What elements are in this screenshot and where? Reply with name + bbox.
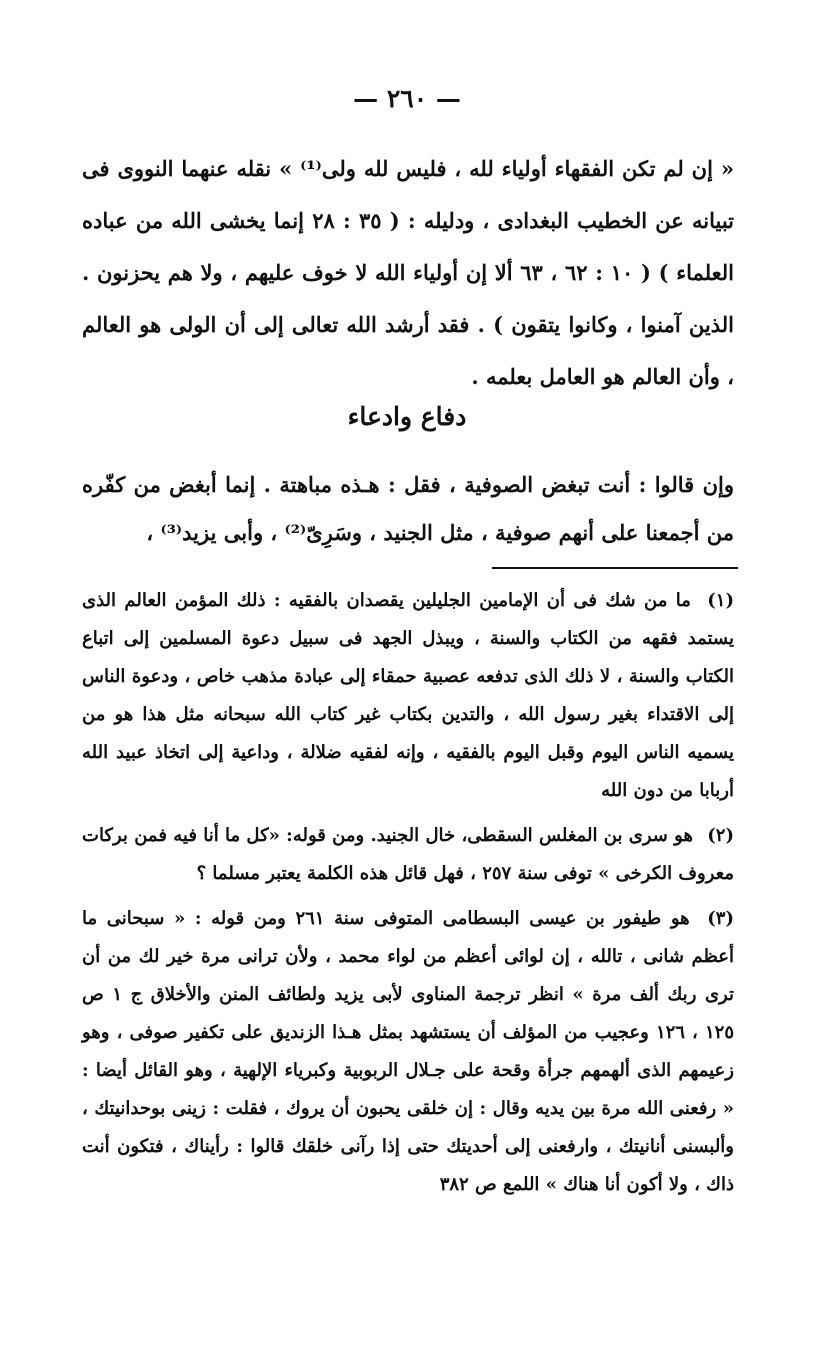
main-paragraph: « إن لم تكن الفقهاء أولياء لله ، فليس لله ولى⁽¹⁾ » نقله عنهما النووى فى تبيانه عن الخطيب البغدادى ، ودليله : ( ٣٥ : ٢٨ إنما يخشى الله من عباده العلماء ) ( ١٠ : ٦٢ ، ٦٣ ألا إن أولياء الله لا خوف عليهم ، ولا هم يحزنون . الذين آمنوا ، وكانوا يتقون ) . فقد أرشد الله تعالى إلى أن الولى هو العالم ، وأن العالم هو العامل بعلمه . — [82, 156, 735, 389]
footnotes — [82, 582, 734, 1211]
page-number: — ٢٦٠ — — [353, 84, 461, 113]
footnote-number-2: (٢) — [707, 825, 734, 846]
section-paragraph: وإن قالوا : أنت تبغض الصوفية ، فقل : هـذه مباهتة . إنما أبغض من كفّره من أجمعنا على أنهم صوفية ، مثل الجنيد ، وسَرِىّ⁽²⁾ ، وأبى يزيد⁽³⁾ ، — [82, 472, 734, 545]
footnote-1 — [82, 582, 734, 810]
footnote-text-1: ما من شك فى أن الإمامين الجليلين يقصدان بالفقيه : ذلك المؤمن العالم الذى يستمد فقهه من الكتاب والسنة ، ويبذل الجهد فى سبيل دعوة المسلمين إلى اتباع الكتاب والسنة ، لا ذلك الذى تدفعه عصبية حمقاء إلى عبادة مذهب خاص ، ودعوة الناس إلى الاقتداء بغير رسول الله ، والتدين بكتاب غير كتاب الله سبحانه مثل هذا هو من يسميه الناس اليوم وقبل اليوم بالفقيه ، وإنه لفقيه ضلالة ، وداعية إلى اتخاذ عبيد الله أربابا من دون الله — [82, 590, 734, 801]
footnote-text-3: هو طيفور بن عيسى البسطامى المتوفى سنة ٢٦١ ومن قوله : « سبحانى ما أعظم شانى ، تالله ، إن لوائى أعظم من لواء محمد ، ولأن ترانى مرة خير لك من أن ترى ربك ألف مرة » انظر ترجمة المناوى لأبى يزيد ولطائف المنن والأخلاق ج ١ ص ١٢٥ ، ١٢٦ وعجيب من المؤلف أن يستشهد بمثل هـذا الزنديق على تكفير صوفى ، وهو زعيمهم الذى ألهمهم جرأة وقحة على جـلال الربوبية وكبرياء الإلهية ، وهو القائل أيضا : « رفعنى الله مرة بين يديه وقال : إن خلقى يحبون أن يروك ، فقلت : زينى بوحدانيتك ، وألبسنى أنانيتك ، وارفعنى إلى أحديتك حتى إذا رآنى خلقك قالوا : رأيناك ، فتكون أنت ذاك ، ولا أكون أنا هناك » اللمع ص ٣٨٢ — [82, 908, 734, 1195]
footnote-3 — [82, 900, 734, 1204]
footnote-2 — [82, 817, 734, 893]
footnote-text-2: هو سرى بن المغلس السقطى، خال الجنيد. ومن قوله: «كل ما أنا فيه فمن بركات معروف الكرخى » توفى سنة ٢٥٧ ، فهل قائل هذه الكلمة يعتبر مسلما ؟ — [82, 825, 734, 884]
section-paragraph-block — [82, 461, 734, 557]
footnote-number-1: (١) — [707, 590, 734, 611]
section-heading: دفاع وادعاء — [347, 402, 467, 431]
footnote-number-3: (٣) — [707, 908, 734, 929]
main-paragraph-block — [82, 143, 734, 403]
footnote-separator — [492, 567, 738, 569]
